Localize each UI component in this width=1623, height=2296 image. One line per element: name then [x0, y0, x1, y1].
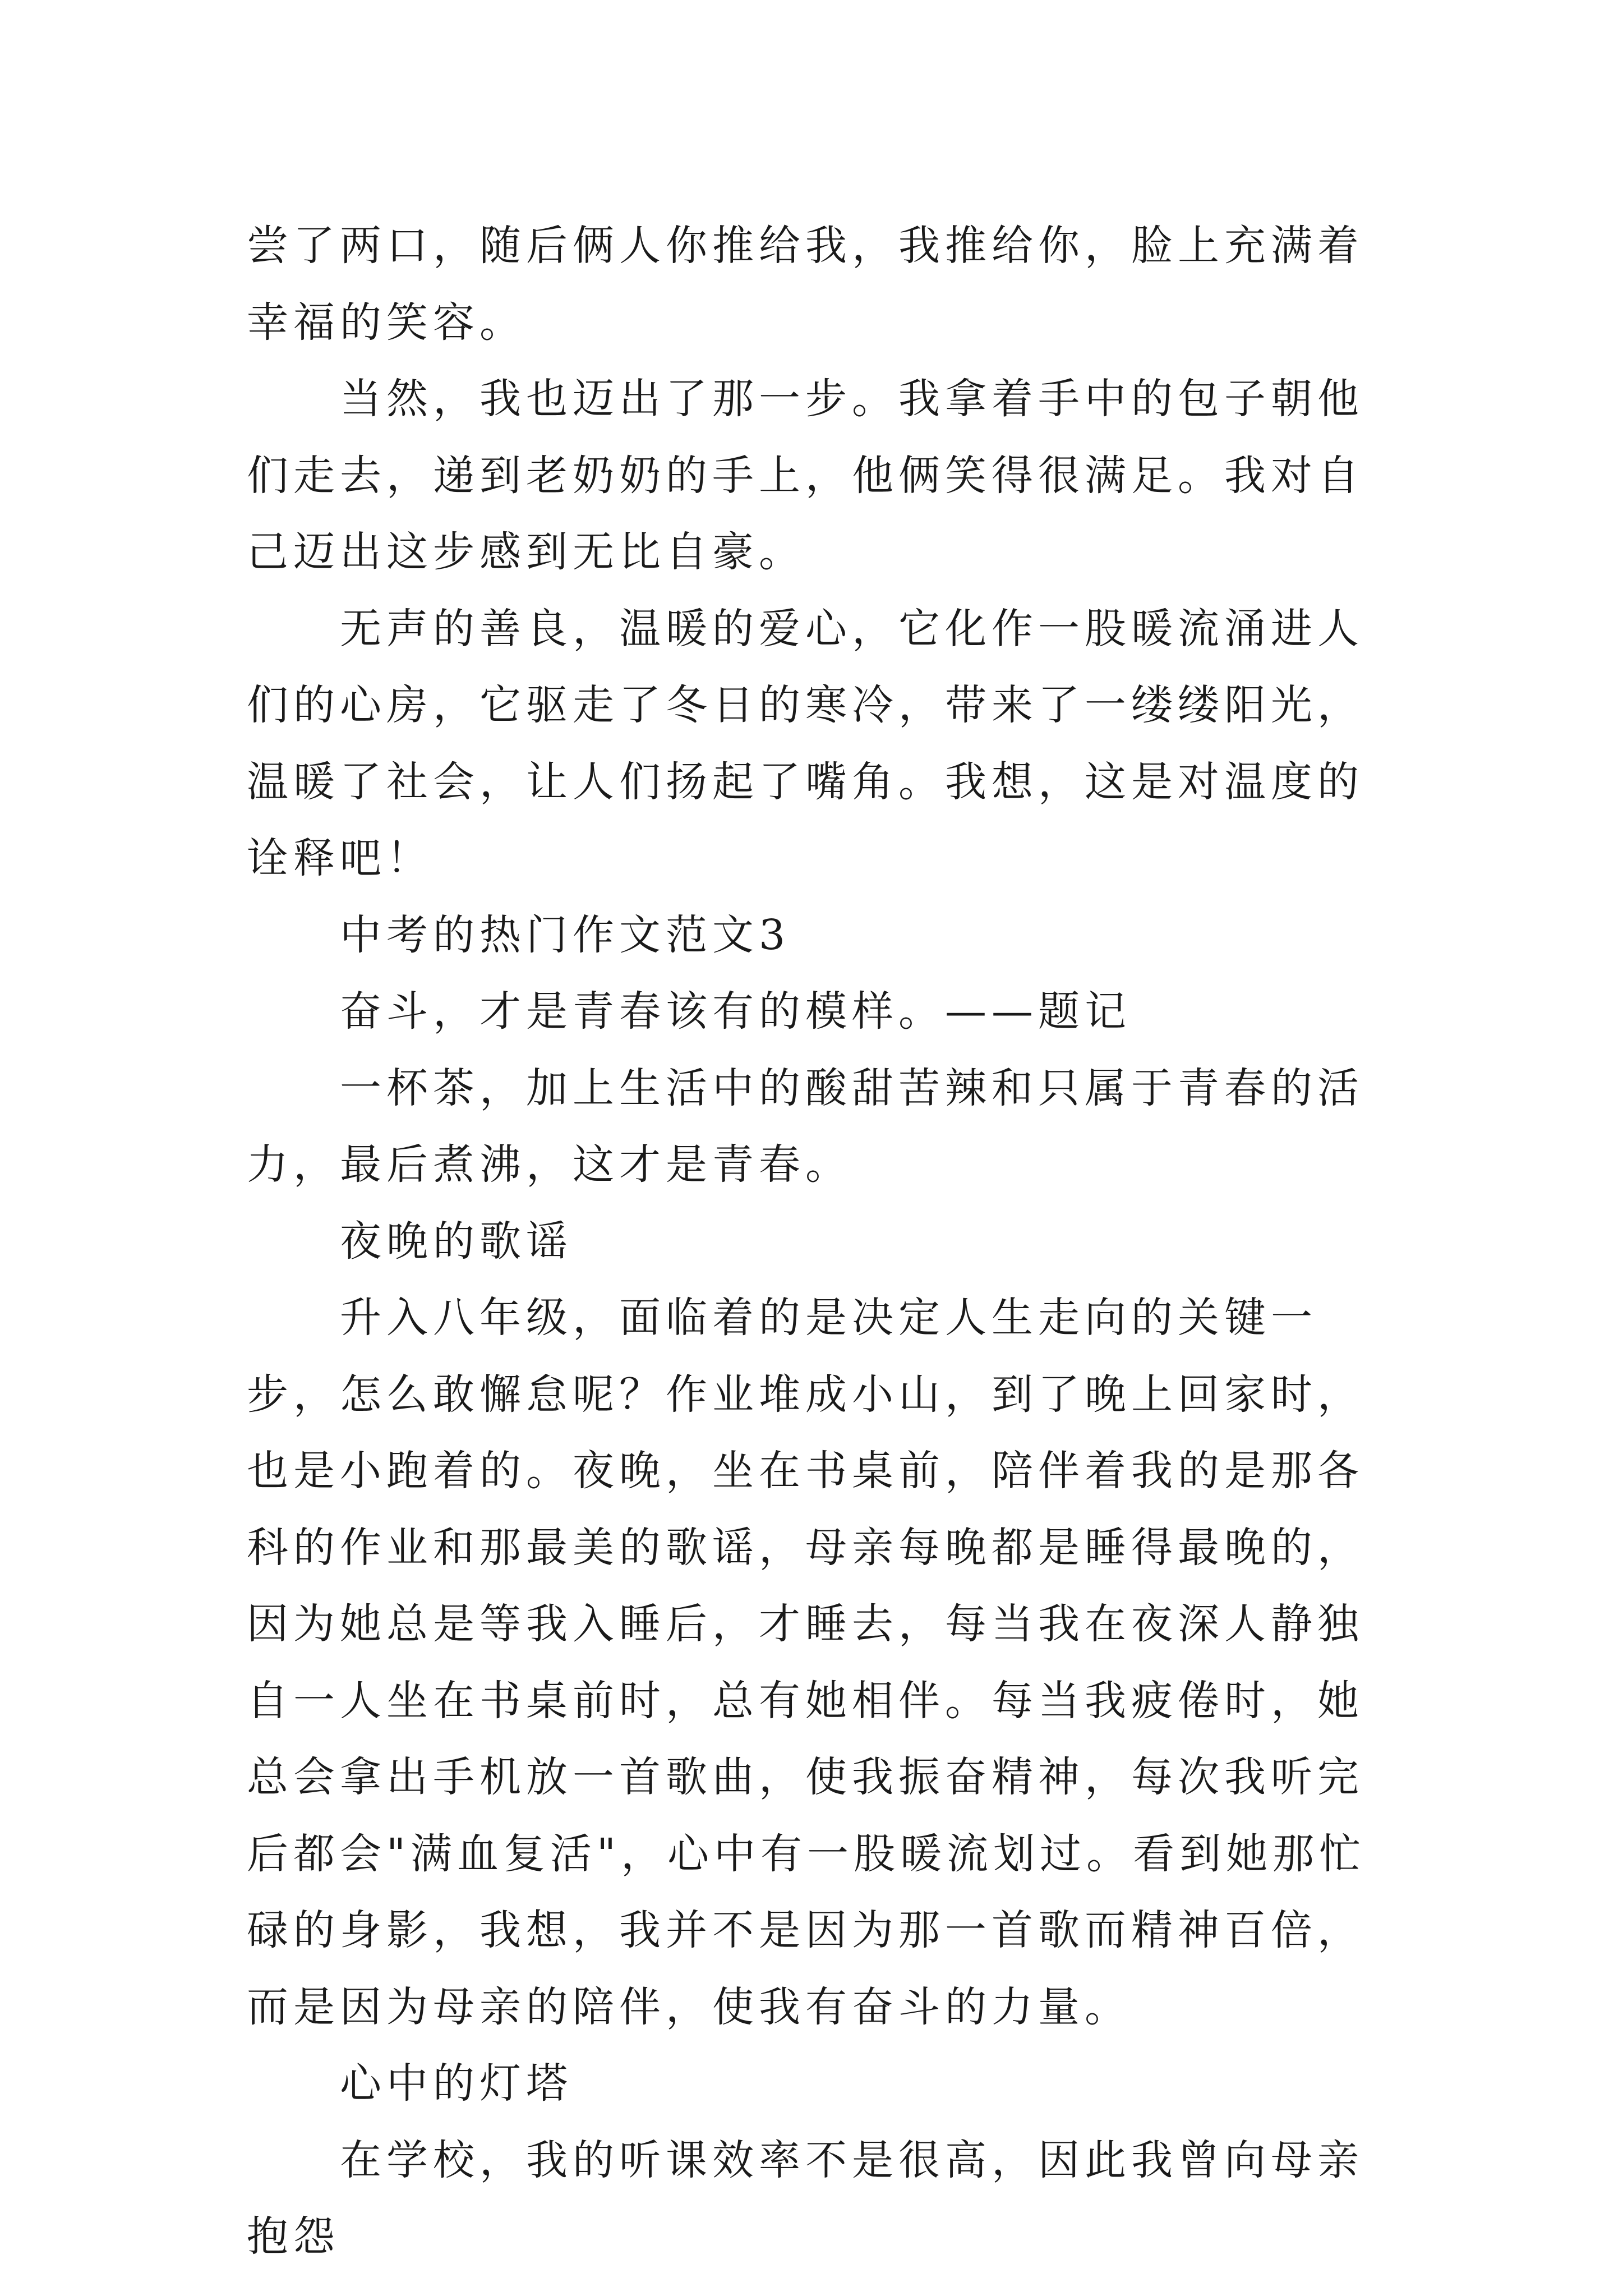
paragraph-night-song: 升入八年级，面临着的是决定人生走向的关键一步，怎么敢懈怠呢？作业堆成小山，到了晚上回家时，也是小跑着的。夜晚，坐在书桌前，陪伴着我的是那各科的作业和那最美的歌谣，母亲每晚都是睡得最晚的，因为她总是等我入睡后，才睡去，每当我在夜深人静独自一人坐在书桌前时，总有她相伴。每当我疲倦时，她总会拿出手机放一首歌曲，使我振奋精神，每次我听完后都会"满血复活"，心中有一股暖流划过。看到她那忙碌的身影，我想，我并不是因为那一首歌而精神百倍，而是因为母亲的陪伴，使我有奋斗的力量。: [247, 1294, 1366, 2031]
document-body: [247, 208, 1402, 2275]
subheading-lighthouse: 心中的灯塔: [340, 2059, 573, 2108]
paragraph-3: 无声的善良，温暖的爱心，它化作一股暖流涌进人们的心房，它驱走了冬日的寒冷，带来了一缕缕阳光，温暖了社会，让人们扬起了嘴角。我想，这是对温度的诠释吧！: [247, 604, 1364, 882]
epigraph: 奋斗，才是青春该有的模样。——题记: [340, 987, 1131, 1036]
paragraph-lighthouse: 在学校，我的听课效率不是很高，因此我曾向母亲抱怨: [247, 2136, 1364, 2261]
section-heading-essay-3: 中考的热门作文范文3: [340, 910, 791, 959]
subheading-night-song: 夜晚的歌谣: [340, 1217, 573, 1266]
paragraph-1: 尝了两口，随后俩人你推给我，我推给你，脸上充满着幸福的笑容。: [247, 222, 1364, 347]
paragraph-2: 当然，我也迈出了那一步。我拿着手中的包子朝他们走去，递到老奶奶的手上，他俩笑得很满足。我对自己迈出这步感到无比自豪。: [247, 375, 1364, 576]
paragraph-intro: 一杯茶，加上生活中的酸甜苦辣和只属于青春的活力，最后煮沸，这才是青春。: [247, 1064, 1364, 1189]
